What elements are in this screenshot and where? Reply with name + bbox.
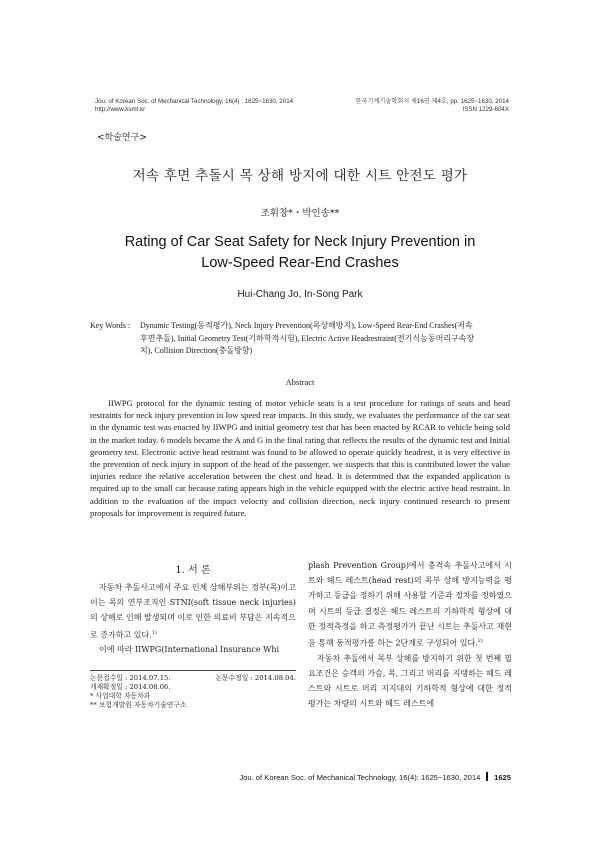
keywords-line: 후면추돌), Initial Geometry Test(기하학적시험), Electric Active Headrestraint(전기식능동머리구속장 <box>140 333 475 343</box>
header-issn: ISSN 1229-604X <box>462 106 509 113</box>
intro-paragraph: 이에 따라 IIWPG(International Insurance Whi <box>99 645 280 655</box>
citation-ref: 2) <box>477 638 483 645</box>
english-title-line2: Low-Speed Rear-End Crashes <box>201 255 399 271</box>
footer-citation: Jou. of Korean Soc. of Mechanical Technology, 16(4): 1625~1630, 2014 <box>239 773 481 782</box>
abstract-text: IIWPG protocol for the dynamic testing of motor vehicle seats is a test procedure for ratings of seats and head restraints for neck injury prevention in low speed rear impacts. In this study, we evaluates the performance of the car seat in the dynamic test was enacted by IIWPG and initial geometry test that has been enacted by RCAR to vehicle being sold in the market today. 6 models became the A and G in the final rating that reflects the results of the dynamic test and Initial geometry test. Electronic active head restraint was found to be allowed to operate quickly headrest, it is very effective in the prevention of neck injury in support of the head of the passenger. we suspects that this is contributed lower the value injuries reduce the relative acceleration between the chest and head. It is determined that the expanded application is required up to the small car because rating appears high in the vehicle equipped with the electric active head restraint. In addition to the evaluation of the impact velocity and collision direction, neck injury continued research to present proposals for improvement is required future. <box>90 398 510 518</box>
citation-ref: 1) <box>151 629 157 636</box>
article-category: <학술연구> <box>97 133 147 143</box>
intro-paragraph-text: 자동차 추돌사고에서 주요 인체 상해부위는 경부(목)이고 이는 목의 연부조직인 STNI(soft tissue neck injuries)의 상해로 인해 발생되며 이로 인한 의료비 부담은 지속적으로 증가하고 있다. <box>90 583 296 640</box>
page-number: 1625 <box>494 773 511 782</box>
footnote-divider <box>90 670 296 671</box>
keywords-line: Dynamic Testing(동적평가), Neck Injury Prevention(목상해방지), Low-Speed Rear-End Crashes(저속 <box>140 321 473 330</box>
korean-title: 저속 후면 추돌시 목 상해 방지에 대한 시트 안전도 평가 <box>132 168 468 184</box>
english-authors: Hui-Chang Jo, In-Song Park <box>237 289 363 300</box>
intro-paragraph-continued <box>308 558 512 651</box>
left-column-body <box>90 580 296 658</box>
received-date: 논문접수일 : 2014.07.15. <box>90 674 171 682</box>
korean-authors: 조휘창*・박인송** <box>260 208 340 219</box>
keywords-line: 치), Collision Direction(충돌방향) <box>140 346 253 355</box>
header-citation: Jou. of Korean Soc. of Mechanical Technology, 16(4) : 1625~1630, 2014 <box>95 98 294 105</box>
page-footer <box>239 772 511 782</box>
author-affiliation: ** 보험개발원 자동차기술연구소 <box>90 701 187 709</box>
revised-date: 논문수정일 : 2014.08.04. <box>215 674 296 682</box>
intro-paragraph <box>90 580 296 642</box>
footer-separator <box>486 772 488 781</box>
right-column-body <box>308 558 512 712</box>
footnotes <box>90 674 296 710</box>
keywords-label: Key Words : <box>90 321 131 330</box>
author-affiliation: * 사업대학 자동차과 <box>90 692 151 700</box>
intro-paragraph: 자동차 추돌에서 목부 상해를 방지하기 위한 첫 번째 필요조건은 승객의 가슴, 목, 그리고 머리를 지탱하는 헤드 레스트와 시트로 머리 지지대의 기하학적 형상에 대한 정적 평가는 차량의 시트와 헤드 레스트에 <box>308 653 512 709</box>
section-heading-introduction: 1. 서 론 <box>175 565 211 576</box>
accepted-date: 게재확정일 : 2014.08.06. <box>90 683 171 691</box>
abstract-heading: Abstract <box>285 377 315 387</box>
header-url: http://www.ksmt.kr <box>95 106 146 113</box>
intro-paragraph-text: plash Prevention Group)에서 충격속 추돌사고에서 시트와 헤드 레스트(head rest)의 목부 상해 방지능력을 평가하고 등급을 정하기 위해 사용할 기준과 절차를 정하였으며 시트의 등급 결정은 헤드 레스트의 기하학적 형상에 대한 정적측정을 하고 측정평가가 끝난 시트는 추돌사고 재현을 통해 동적평가를 하는 2단계로 구성되어 있다. <box>308 561 512 648</box>
keywords-list <box>140 320 512 358</box>
header-korean-citation: 한국기계기술학회지 제16권 제4호, pp. 1625~1630, 2014 <box>355 98 509 105</box>
english-title-line1: Rating of Car Seat Safety for Neck Injury Prevention in <box>124 234 476 250</box>
